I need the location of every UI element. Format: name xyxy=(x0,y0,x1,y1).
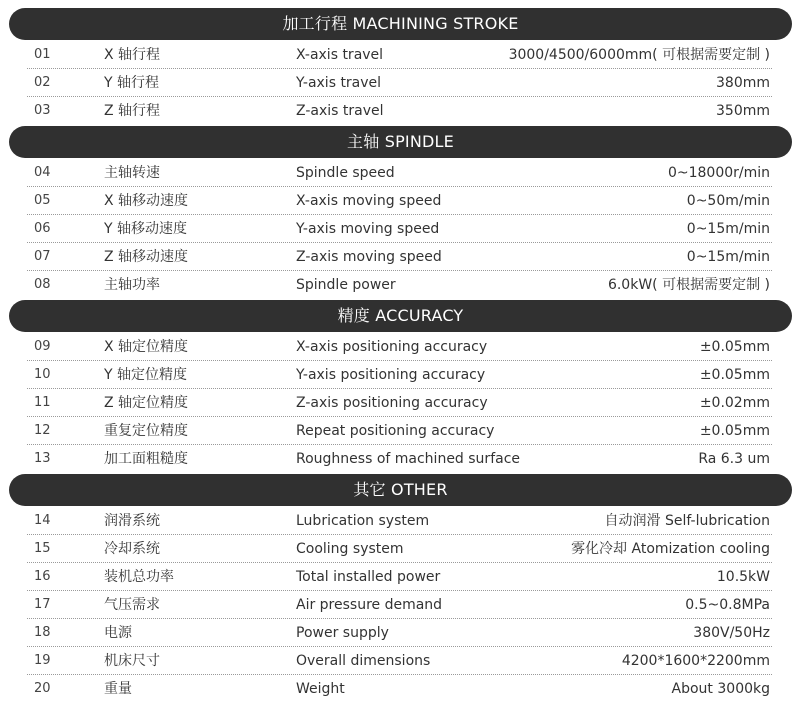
row-english-label: Y-axis moving speed xyxy=(296,221,440,237)
row-value: About 3000kg xyxy=(671,681,770,697)
table-row xyxy=(27,445,772,473)
row-number: 13 xyxy=(34,451,51,466)
section-rows xyxy=(0,41,800,125)
row-english-label: Air pressure demand xyxy=(296,597,443,613)
row-chinese-label: Z 轴定位精度 xyxy=(104,395,189,411)
row-chinese-label: Z 轴行程 xyxy=(104,103,161,119)
row-number: 02 xyxy=(34,75,51,90)
row-number: 17 xyxy=(34,597,51,612)
row-number: 08 xyxy=(34,277,51,292)
row-chinese-label: 加工面粗糙度 xyxy=(104,451,188,467)
table-row xyxy=(27,507,772,535)
row-chinese-label: 电源 xyxy=(104,625,132,641)
spec-table xyxy=(0,8,800,704)
row-chinese-label: 主轴转速 xyxy=(104,165,160,181)
row-value: ±0.05mm xyxy=(699,423,770,439)
section-header: 主轴 SPINDLE xyxy=(9,126,792,158)
table-row xyxy=(27,647,772,675)
row-value: 0~15m/min xyxy=(686,221,770,237)
table-row xyxy=(27,675,772,703)
section-header: 其它 OTHER xyxy=(9,474,792,506)
row-english-label: Roughness of machined surface xyxy=(296,451,521,467)
row-value: 10.5kW xyxy=(716,569,770,585)
row-english-label: Y-axis travel xyxy=(296,75,382,91)
row-number: 06 xyxy=(34,221,51,236)
row-number: 18 xyxy=(34,625,51,640)
row-value: ±0.05mm xyxy=(699,339,770,355)
row-chinese-label: 重量 xyxy=(104,681,132,697)
row-chinese-label: Y 轴移动速度 xyxy=(104,221,188,237)
row-value: ±0.05mm xyxy=(699,367,770,383)
row-number: 19 xyxy=(34,653,51,668)
row-english-label: Spindle speed xyxy=(296,165,395,181)
row-english-label: Lubrication system xyxy=(296,513,430,529)
row-value: 0~50m/min xyxy=(686,193,770,209)
row-number: 04 xyxy=(34,165,51,180)
row-chinese-label: Y 轴行程 xyxy=(104,75,160,91)
section-machining-stroke xyxy=(0,8,800,125)
row-english-label: Repeat positioning accuracy xyxy=(296,423,495,439)
section-rows xyxy=(0,159,800,299)
row-english-label: Weight xyxy=(296,681,345,697)
row-chinese-label: 主轴功率 xyxy=(104,277,160,293)
row-chinese-label: 冷却系统 xyxy=(104,541,160,557)
row-english-label: X-axis moving speed xyxy=(296,193,442,209)
table-row xyxy=(27,333,772,361)
row-english-label: Y-axis positioning accuracy xyxy=(296,367,486,383)
row-chinese-label: X 轴定位精度 xyxy=(104,339,189,355)
table-row xyxy=(27,361,772,389)
table-row xyxy=(27,159,772,187)
row-number: 14 xyxy=(34,513,51,528)
row-english-label: Z-axis moving speed xyxy=(296,249,442,265)
row-english-label: Cooling system xyxy=(296,541,404,557)
table-row xyxy=(27,97,772,125)
row-english-label: Total installed power xyxy=(296,569,441,585)
row-chinese-label: X 轴移动速度 xyxy=(104,193,189,209)
row-number: 01 xyxy=(34,47,51,62)
row-number: 15 xyxy=(34,541,51,556)
section-spindle xyxy=(0,126,800,299)
table-row xyxy=(27,535,772,563)
table-row xyxy=(27,271,772,299)
row-number: 12 xyxy=(34,423,51,438)
row-number: 09 xyxy=(34,339,51,354)
row-chinese-label: 机床尺寸 xyxy=(104,653,160,669)
row-number: 16 xyxy=(34,569,51,584)
row-chinese-label: Y 轴定位精度 xyxy=(104,367,188,383)
row-english-label: Z-axis positioning accuracy xyxy=(296,395,488,411)
section-other xyxy=(0,474,800,703)
section-accuracy xyxy=(0,300,800,473)
row-number: 11 xyxy=(34,395,51,410)
row-value: 6.0kW( 可根据需要定制 ) xyxy=(607,277,770,293)
row-value: 4200*1600*2200mm xyxy=(621,653,770,669)
table-row xyxy=(27,619,772,647)
row-value: Ra 6.3 um xyxy=(698,451,770,467)
table-row xyxy=(27,215,772,243)
row-value: ±0.02mm xyxy=(699,395,770,411)
row-value: 雾化冷却 Atomization cooling xyxy=(571,541,770,557)
row-english-label: X-axis positioning accuracy xyxy=(296,339,488,355)
table-row xyxy=(27,69,772,97)
table-row xyxy=(27,243,772,271)
row-value: 380mm xyxy=(716,75,770,91)
table-row xyxy=(27,41,772,69)
row-chinese-label: 重复定位精度 xyxy=(104,423,188,439)
row-english-label: Power supply xyxy=(296,625,389,641)
table-row xyxy=(27,187,772,215)
row-value: 0.5~0.8MPa xyxy=(685,597,770,613)
row-english-label: Z-axis travel xyxy=(296,103,384,119)
row-chinese-label: 装机总功率 xyxy=(104,569,174,585)
section-header: 精度 ACCURACY xyxy=(9,300,792,332)
row-english-label: X-axis travel xyxy=(296,47,384,63)
row-english-label: Overall dimensions xyxy=(296,653,431,669)
row-value: 0~15m/min xyxy=(686,249,770,265)
row-value: 0~18000r/min xyxy=(667,165,770,181)
section-rows xyxy=(0,333,800,473)
row-value: 380V/50Hz xyxy=(693,625,770,641)
row-number: 03 xyxy=(34,103,51,118)
row-number: 20 xyxy=(34,681,51,696)
row-value: 350mm xyxy=(716,103,770,119)
row-number: 10 xyxy=(34,367,51,382)
row-chinese-label: 气压需求 xyxy=(104,597,160,613)
section-rows xyxy=(0,507,800,703)
row-chinese-label: X 轴行程 xyxy=(104,47,161,63)
row-english-label: Spindle power xyxy=(296,277,396,293)
table-row xyxy=(27,563,772,591)
row-chinese-label: 润滑系统 xyxy=(104,513,160,529)
row-value: 自动润滑 Self-lubrication xyxy=(604,513,770,529)
row-number: 07 xyxy=(34,249,51,264)
row-number: 05 xyxy=(34,193,51,208)
table-row xyxy=(27,389,772,417)
row-value: 3000/4500/6000mm( 可根据需要定制 ) xyxy=(508,47,770,63)
section-header: 加工行程 MACHINING STROKE xyxy=(9,8,792,40)
table-row xyxy=(27,417,772,445)
row-chinese-label: Z 轴移动速度 xyxy=(104,249,189,265)
table-row xyxy=(27,591,772,619)
